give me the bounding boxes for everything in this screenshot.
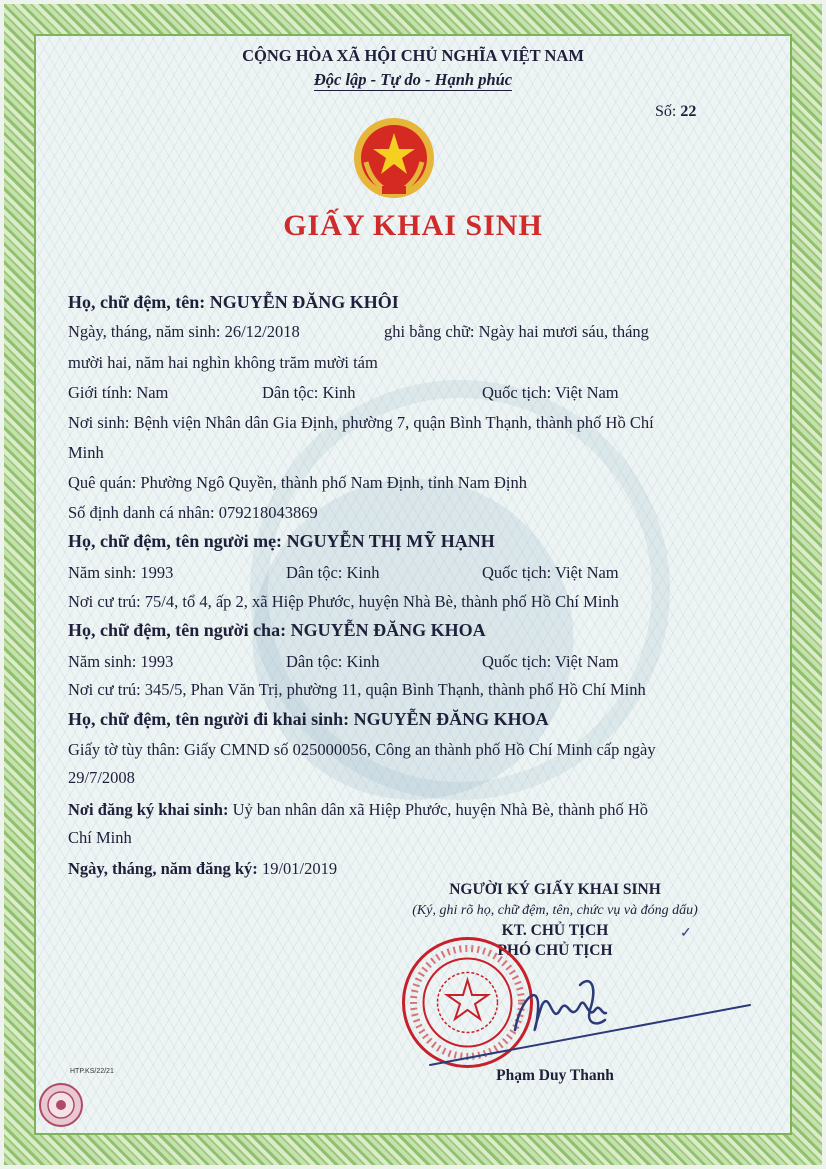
signer-title: NGƯỜI KÝ GIẤY KHAI SINH: [449, 881, 661, 898]
declarant-id-label: Giấy tờ tùy thân:: [68, 740, 180, 759]
registration-place-line2: Chí Minh: [68, 828, 132, 847]
mother-residence: 75/4, tổ 4, ấp 2, xã Hiệp Phước, huyện Nhà Bè, thành phố Hồ Chí Minh: [144, 592, 619, 611]
father-year-label: Năm sinh:: [68, 652, 137, 671]
document-number: [655, 102, 696, 122]
child-birthplace-line2: Minh: [68, 443, 104, 462]
father-nationality-row: [482, 652, 619, 672]
signer-instruction: (Ký, ghi rõ họ, chữ đệm, tên, chức vụ và đóng dấu): [412, 903, 698, 918]
mother-nationality-row: [482, 563, 619, 583]
father-nationality-label: Quốc tịch:: [482, 652, 552, 671]
registration-place-row: [68, 800, 648, 820]
child-nationality-row: [482, 383, 619, 403]
father-ethnicity-row: [286, 652, 379, 672]
mother-ethnicity-label: Dân tộc:: [286, 563, 343, 582]
mother-year-row: [68, 563, 173, 583]
signature-icon: [420, 965, 760, 1075]
registration-place-line1: Uỷ ban nhân dân xã Hiệp Phước, huyện Nhà Bè, thành phố Hồ: [232, 800, 649, 819]
father-year: 1993: [140, 652, 174, 671]
father-residence: 345/5, Phan Văn Trị, phường 11, quận Bình Thạnh, thành phố Hồ Chí Minh: [144, 680, 646, 699]
registration-date-row: [68, 859, 337, 879]
child-birthplace-label: Nơi sinh:: [68, 413, 130, 432]
number-value: 22: [680, 103, 697, 120]
mother-year-label: Năm sinh:: [68, 563, 137, 582]
initial-mark-icon: ✓: [680, 924, 692, 940]
father-ethnicity-label: Dân tộc:: [286, 652, 343, 671]
national-emblem-icon: [352, 116, 436, 200]
child-hometown: Phường Ngô Quyền, thành phố Nam Định, tỉnh Nam Định: [140, 473, 528, 492]
mother-nationality: Việt Nam: [555, 563, 619, 582]
child-dob-row: [68, 322, 300, 342]
motto-text: Độc lập - Tự do - Hạnh phúc: [313, 70, 513, 89]
child-birthplace-line1: Bệnh viện Nhân dân Gia Định, phường 7, quận Bình Thạnh, thành phố Hồ Chí: [133, 413, 654, 432]
father-name-row: [68, 620, 486, 640]
mother-residence-row: [68, 592, 619, 612]
child-dob-words-label: ghi bằng chữ:: [384, 322, 475, 341]
child-gender-row: [68, 383, 168, 403]
signer-position2: PHÓ CHỦ TỊCH: [497, 942, 613, 959]
father-nationality: Việt Nam: [555, 652, 619, 671]
child-nationality: Việt Nam: [555, 383, 619, 402]
child-ethnicity: Kinh: [322, 383, 356, 402]
child-nationality-label: Quốc tịch:: [482, 383, 552, 402]
motto: [0, 70, 826, 90]
mother-year: 1993: [140, 563, 174, 582]
child-id-row: [68, 503, 318, 523]
declarant-id-row: [68, 740, 656, 760]
nation-title: CỘNG HÒA XÃ HỘI CHỦ NGHĨA VIỆT NAM: [242, 46, 584, 65]
signer-position1: KT. CHỦ TỊCH: [501, 922, 609, 939]
child-dob-label: Ngày, tháng, năm sinh:: [68, 322, 221, 341]
registration-date-label: Ngày, tháng, năm đăng ký:: [68, 859, 258, 878]
father-ethnicity: Kinh: [346, 652, 380, 671]
registration-place-label: Nơi đăng ký khai sinh:: [68, 800, 229, 819]
mother-nationality-label: Quốc tịch:: [482, 563, 552, 582]
child-name: NGUYỄN ĐĂNG KHÔI: [209, 292, 399, 312]
child-dob-words-row: [384, 322, 649, 342]
mother-name-row: [68, 531, 495, 551]
hologram-seal-icon: [38, 1082, 84, 1128]
father-residence-label: Nơi cư trú:: [68, 680, 141, 699]
form-code: HTP.KS/22/21: [70, 1068, 114, 1075]
child-id: 079218043869: [218, 503, 318, 522]
child-ethnicity-label: Dân tộc:: [262, 383, 319, 402]
document-title: GIẤY KHAI SINH: [283, 209, 543, 242]
mother-name-label: Họ, chữ đệm, tên người mẹ:: [68, 531, 283, 551]
child-ethnicity-row: [262, 383, 355, 403]
child-birthplace-row: [68, 413, 654, 433]
child-hometown-row: [68, 473, 527, 493]
child-gender-label: Giới tính:: [68, 383, 133, 402]
mother-ethnicity: Kinh: [346, 563, 380, 582]
child-gender: Nam: [136, 383, 169, 402]
child-dob: 26/12/2018: [224, 322, 300, 341]
child-hometown-label: Quê quán:: [68, 473, 137, 492]
mother-ethnicity-row: [286, 563, 379, 583]
registration-date: 19/01/2019: [261, 859, 338, 878]
father-year-row: [68, 652, 173, 672]
declarant-name-row: [68, 709, 549, 729]
declarant-name: NGUYỄN ĐĂNG KHOA: [353, 709, 549, 729]
father-name: NGUYỄN ĐĂNG KHOA: [290, 620, 486, 640]
child-dob-words-line2: mười hai, năm hai nghìn không trăm mười tám: [68, 353, 378, 372]
declarant-name-label: Họ, chữ đệm, tên người đi khai sinh:: [68, 709, 350, 729]
child-id-label: Số định danh cá nhân:: [68, 503, 215, 522]
child-name-row: [68, 292, 399, 312]
father-name-label: Họ, chữ đệm, tên người cha:: [68, 620, 287, 640]
child-dob-words-line1: Ngày hai mươi sáu, tháng: [478, 322, 649, 341]
mother-residence-label: Nơi cư trú:: [68, 592, 141, 611]
mother-name: NGUYỄN THỊ MỸ HẠNH: [286, 531, 495, 551]
signer-name: Phạm Duy Thanh: [496, 1067, 614, 1084]
declarant-id-line2: 29/7/2008: [68, 768, 135, 787]
declarant-id-line1: Giấy CMND số 025000056, Công an thành phố Hồ Chí Minh cấp ngày: [183, 740, 656, 759]
number-label: Số:: [655, 103, 677, 120]
father-residence-row: [68, 680, 646, 700]
child-name-label: Họ, chữ đệm, tên:: [68, 292, 206, 312]
